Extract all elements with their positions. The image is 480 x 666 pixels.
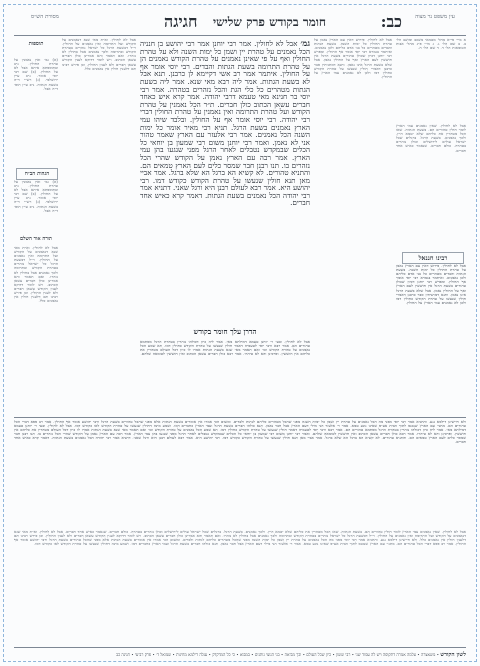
bottom-commentary-1 — [14, 420, 466, 528]
page-header — [14, 12, 466, 34]
chapter-end-heading: הדרן עלך חומר בקודש — [193, 327, 257, 336]
bottom-text-1: ולא חיישינן דילמא נגע. והתניא אמר רבי יוסי מפני מה הכל נאמנים על טהרת יין ושמן כל ימות השנה מפני שהכל מטהרים כליהם לגתות ולבדים. ומשום הכי אמרו אין אומרים בשעת הגתות אלא מפני שהכל טהורים בשעת הרגל ורבי יהושע אומר אף החולין. אמר רב פפא דברי הכל טהורים הם. מתני׳ עם הארץ שנכנס לתוך הבית אע״פ שאינו נוגע טמא. אמר ר׳ אלעזר הני מילי דעם הארץ אבל חבר נאמן. תנא כולהו חברים בשעת הרגל ועמי הארץ כחברים דמו. ושמע מינה דחולין שנעשו על טהרת הקודש לאו כקודש דמו. — [14, 420, 466, 429]
section-rule — [14, 417, 466, 418]
commentary-left-heading: תוספות — [28, 41, 44, 47]
margin-left-top — [14, 58, 58, 164]
inner-right-column — [314, 38, 392, 414]
rashi-text: אבל לא לחולין. שאין נאמנים עמי הארץ לומר חולין טהורים הם. בשעת הגתות. שאז הכל מטהרין את כליהם שלא יטמא היין. ולכך נאמנים. בשעת הרגל. ברגלים שכל ישראל עולים לירושלים וכולן נזהרים בטהרה. כולם חברים. שנאמר כאיש אחד חברים. — [396, 124, 466, 153]
header-ref-left: מסורת הש״ס — [31, 14, 59, 20]
notes-left — [14, 180, 58, 230]
daf-number: כב: — [380, 12, 402, 31]
bottom-text-1b: אבל לא לחולין. ובעי ר׳ יוחנן טעמא דמילתא מאי. אמר ליה כיון דכולהו נזהרין בטהרת הרגל מסתמא טהורים הם. אמר רבא ורבי יוסי לטעמיה דאמר חולין שנעשו על טהרת הקודש כחולין דמו. תא שמע הכל נאמנים על טהרת הקודש וכו׳ ואם תאמר מאי שנא בשעת הגתות אמרו לו כיון דכל העולם מטהרין את כליהם אין חוששין. ופרכינן והא לא טיהרו. אמר רבא כולן חברים עשאן הכתוב ואין חוששין לטומאה שלהם. — [14, 423, 466, 437]
mishna-text: אבל לא לחולין. אמר רבי יוחנן אמר רבי יהושע בן חנניה הכל נאמנים על טהרת יין ושמן כל ימות השנה ולא על טהרת החולין ואף על פי שאינן נאמנים על טהרת הקודש נאמנים הן על טהרת התרומה בשעת הגתות והבדים. רבי יוסי אומר אף על החולין. איתמר אמר רב אשי דקיימא לן כרבנן. תנא אבל לא בשעת הגתות. אמר ליה רבא מאי שנא. אמר ליה בשעת הגתות מטהרים כל כלי הגת והכל נזהרים בטהרה. אמר רבי יוסי בר חנינא מאי טעמא דרבי יהודה. אמר קרא איש כאחד חברים עשאן הכתוב כולן חברים. ת״ר הכל נאמנין על טהרת הקודש ועל טהרת התרומה ואין נאמנין על טהרת החולין דברי רבי יהודה. רבי יוסי אומר אף על החולין. ובלבד שיהו עמי הארץ נאמנים בשעת הרגל. תניא רבי מאיר אומר כל ימות השנה הכל נאמנים. אמר רבי אלעזר עם הארץ שאמר טהור אני לא נאמן. — [140, 40, 310, 147]
notes-left-text: (א) גמ׳ ואין נאמנין על טהרת החולין. נ״ב ובתוספתא איתא אבל לא על החולין. (ב) שם רבי יוסי אומר. נ״ב עיין ירושלמי. (ג) רש״י ד״ה בשעת הגתות. נ״ב עיין תוס׳ ד״ה אבל. — [14, 180, 58, 213]
footer-label: לשון הקודש — [440, 652, 466, 658]
chapter-title: חומר בקודש פרק שלישי — [213, 15, 326, 29]
main-lower-text: אבל לא לחולין. ובעי ר׳ יוחנן טעמא דמילתא מאי. אמר ליה כיון דכולהו נזהרין בטהרת הרגל מסתמא טהורים הם. אמר רבא ורבי יוסי לטעמיה דאמר חולין שנעשו על טהרת הקודש כחולין דמו. תא שמע הכל נאמנים על טהרת הקודש וכו׳ ואם תאמר מאי שנא בשעת הגתות אמרו לו כיון דכל העולם מטהרין את כליהם אין חוששין. ופרכינן והא לא טיהרו. אמר רבא כולן חברים עשאן הכתוב ואין חוששין לטומאה שלהם. — [140, 340, 310, 357]
bottom-text-2c: ולא חיישינן דילמא נגע. והתניא אמר רבי יוסי מפני מה הכל נאמנים על טהרת יין ושמן כל ימות השנה מפני שהכל מטהרים כליהם לגתות ולבדים. ומשום הכי אמרו אין אומרים בשעת הגתות אלא מפני שהכל טהורים בשעת הרגל ורבי יהושע אומר אף החולין. אמר רב פפא דברי הכל טהורים הם. מתני׳ עם הארץ שנכנס לתוך הבית אע״פ שאינו נוגע טמא. אמר ר׳ אלעזר הני מילי דעם הארץ אבל חבר נאמן. תנא כולהו חברים בשעת הרגל ועמי הארץ כחברים דמו. ושמע מינה דחולין שנעשו על טהרת הקודש לאו כקודש דמו. — [14, 537, 466, 547]
footer-text: • משאצרה • עלמה אמרה דתקופה ויש לה עמוד שני • רבי ששון • כיון שכל העולם • וכך מביאה • בני הנוצי נותנים • במבוא • כי כל המדקדק • עגלה דילמא מחינות • שמואל ד׳ • פרק רביעי • חגיגה כב — [116, 652, 439, 657]
bottom-text-2: אבל לא לחולין. שאין נאמנים עמי הארץ לומר חולין טהורים הם. בשעת הגתות. שאז הכל מטהרין את כליהם שלא יטמא היין. ולכך נאמנים. בשעת הרגל. ברגלים שכל ישראל עולים לירושלים וכולן נזהרים בטהרה. כולם חברים. שנאמר כאיש אחד חברים. — [64, 530, 466, 534]
torah-or-heading: תורה אור השלם — [20, 236, 52, 242]
main-text-block — [140, 40, 310, 324]
commentary-right — [396, 264, 466, 414]
margin-left-top-text: (א) גמ׳ ואין נאמנין על טהרת החולין. נ״ב ובתוספתא איתא אבל לא על החולין. (ב) שם רבי יוסי אומר. נ״ב עיין ירושלמי. (ג) רש״י ד״ה בשעת הגתות. נ״ב עיין תוס׳ ד״ה אבל. — [14, 58, 58, 91]
notes-right-text: א מיי׳ פי״א מהל׳ מטמאי משכב ומושב הל׳ ב. ב שם הל׳ ג. ג מיי׳ פ״ג מהל׳ אבות הטומאות הל׳ ד. ד שם הל׳ ה. — [396, 38, 466, 51]
main-lower-block — [140, 340, 310, 414]
margin-left-bottom-text: אבל לא לחולין. וא״ת מאי שנא דנאמנים על הקודש ועל התרומה ואין נאמנים על החולין. וי״ל דבשעת הרגל כל ישראל נזהרים בטהרת הקודש ובתרומה ולכך נאמנים אבל בחולין לא נזהרו. ואם תאמר והא אמרינן כולן חברים עשאן הכתוב. ויש לומר דדוקא לענין הקודש עשאן חברים ולא לענין החולין. וכן פירש רבינו תם דלענין חולין אין נאמנים כלל. — [14, 246, 58, 304]
margin-left-bottom — [14, 246, 58, 414]
tosafot-column — [62, 38, 136, 414]
commentary-right-heading: רבינו חננאל — [402, 252, 464, 264]
tractate-name: חגיגה — [164, 12, 198, 31]
tosafot-text: אבל לא לחולין. וא״ת מאי שנא דנאמנים על הקודש ועל התרומה ואין נאמנים על החולין. וי״ל דבשעת הרגל כל ישראל נזהרים בטהרת הקודש ובתרומה ולכך נאמנים אבל בחולין לא נזהרו. ואם תאמר והא אמרינן כולן חברים עשאן הכתוב. ויש לומר דדוקא לענין הקודש עשאן חברים ולא לענין החולין. וכן פירש רבינו תם דלענין חולין אין נאמנים כלל. — [62, 38, 136, 71]
notes-left-heading: הגהות הב״ח — [16, 168, 58, 180]
inner-right-text: אבל לא לחולין. פירוש דאין עם הארץ נאמן על טהרת החולין כל ימות השנה. בשעת הגתות והבדים מטהרים כל בני אדם כליהם ולכן נאמנים. ואיתמר בגמרא רבי יוסי אומר אף החולין. ומפרש רבי יוחנן דכיון שכולן טהורים בשעת הרגל אין חוששין לעם הארץ ואף על החולין נאמן. אבל שלא בשעת הרגל אינו נאמן. ותנא דמתניתין סבר כרבנן דאמרי חולין שנעשו על טהרת הקודש כחולין דמו ולכן לא נאמנים עמי הארץ על החולין. — [314, 38, 392, 79]
bottom-text-2b: אבל לא לחולין. וא״ת מאי שנא דנאמנים על הקודש ועל התרומה ואין נאמנים על החולין. וי״ל דבשעת הרגל כל ישראל נזהרים בטהרת הקודש ובתרומה ולכך נאמנים אבל בחולין לא נזהרו. ואם תאמר והא אמרינן כולן חברים עשאן הכתוב. ויש לומר דדוקא לענין הקודש עשאן חברים ולא לענין החולין. וכן פירש רבינו תם דלענין חולין אין נאמנים כלל. — [14, 530, 466, 543]
commentary-right-text: אבל לא לחולין. פירוש דאין עם הארץ נאמן על טהרת החולין כל ימות השנה. בשעת הגתות והבדים מטהרים כל בני אדם כליהם ולכן נאמנים. ואיתמר בגמרא רבי יוסי אומר אף החולין. ומפרש רבי יוחנן דכיון שכולן טהורים בשעת הרגל אין חוששין לעם הארץ ואף על החולין נאמן. אבל שלא בשעת הרגל אינו נאמן. ותנא דמתניתין סבר כרבנן דאמרי חולין שנעשו על טהרת הקודש כחולין דמו ולכן לא נאמנים עמי הארץ על החולין. — [396, 264, 466, 305]
bottom-text-1c: ואמר רבי יוחנן משום רבי שמעון בן יוחאי כל הכלים שבמקדש נטבלים לאחר הרגל מפני שנגעו בהן עמי הארץ. אמר רבה עם הארץ נאמן על הקודש שהרי הכל נזהרים בו. תנו רבנן חבר שמסר כלים לעם הארץ טמאים הם. והתניא טהורים. לא קשיא הא ברגל הא שלא ברגל. אמר אביי מאן תנא חולין שנעשו על טהרת הקודש כקודש דמו. רבי יהושע היא. אמר רבא לעולם רבנן היא ורגל שאני. דתניא אמר רבי יהודה הכל נאמנים בשעת הגתות. דאמר קרא כאיש אחד חברים. — [14, 431, 466, 445]
main-text — [140, 40, 310, 207]
rashi-column — [396, 124, 466, 250]
gemara-label: גמ׳ — [300, 40, 310, 48]
page-footer — [14, 650, 466, 659]
header-rule — [14, 35, 466, 36]
mishna-text-2: ואמר רבי יוחנן משום רבי שמעון בן יוחאי כל הכלים שבמקדש נטבלים לאחר הרגל מפני שנגעו בהן עמי הארץ. אמר רבה עם הארץ נאמן על הקודש שהרי הכל נזהרים בו. תנו רבנן חבר שמסר כלים לעם הארץ טמאים הם. והתניא טהורים. לא קשיא הא ברגל הא שלא ברגל. אמר אביי מאן תנא חולין שנעשו על טהרת הקודש כקודש דמו. רבי יהושע היא. אמר רבא לעולם רבנן היא ורגל שאני. דתניא אמר רבי יהודה הכל נאמנים בשעת הגתות. דאמר קרא כאיש אחד חברים. — [140, 137, 310, 208]
footer-rule — [14, 647, 466, 648]
notes-right — [396, 38, 466, 122]
bottom-commentary-2 — [14, 530, 466, 644]
header-ref-right: עין משפט נר מצוה — [415, 14, 455, 20]
